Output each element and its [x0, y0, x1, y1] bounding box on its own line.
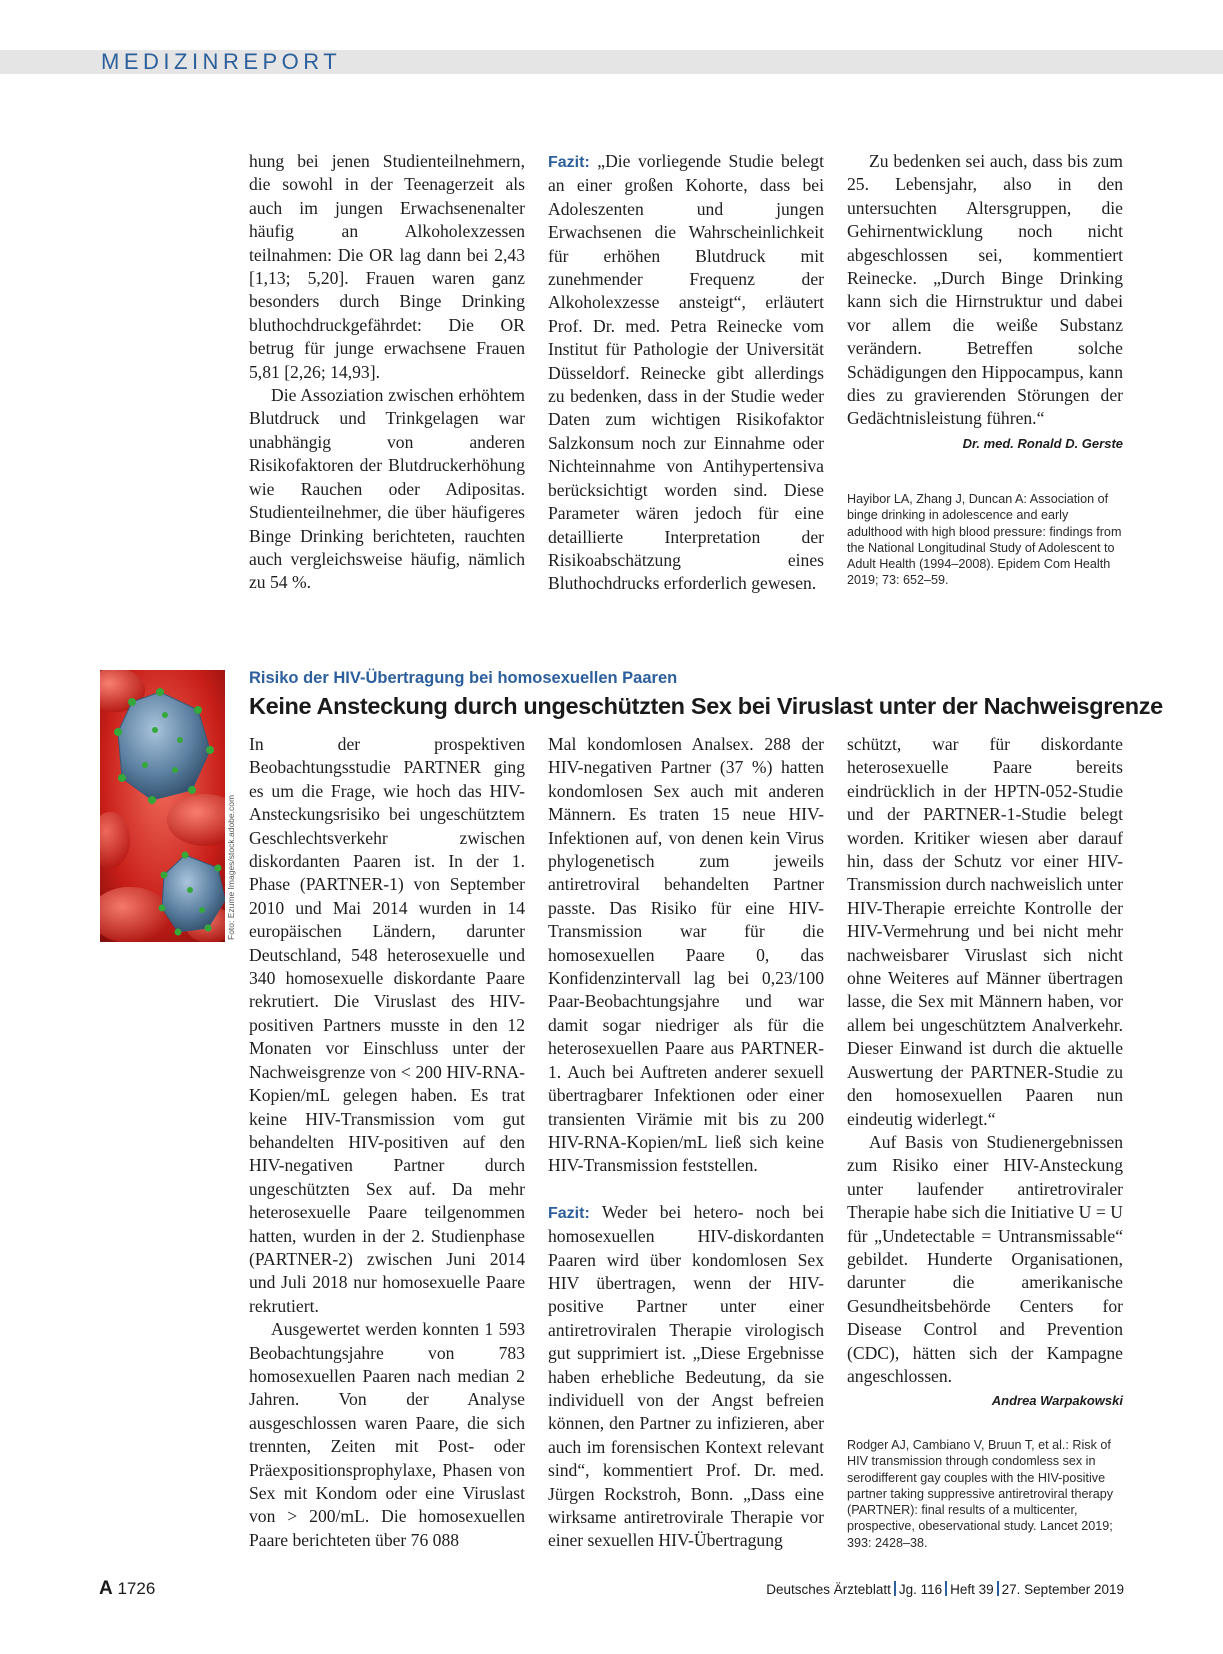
section-label: MEDIZINREPORT — [101, 49, 342, 74]
article2-author-line — [847, 1388, 1123, 1412]
page-number — [99, 1578, 155, 1600]
article2-kicker: Risiko der HIV-Übertragung bei homosexuellen Paaren — [249, 669, 678, 687]
article1-column-2 — [548, 150, 824, 596]
footer-separator — [894, 1581, 896, 1596]
fazit-text: „Die vorliegende Studie belegt an einer großen Kohorte, dass bei Adoleszenten und jungen Erwachsenen die Wahrscheinlichkeit für erhöhen Blutdruck mit zunehmender Frequenz der Alkoholexzesse ansteigt“, erläutert Prof. Dr. med. Petra Reinecke vom Institut für Pathologie der Universität Düsseldorf. Reinecke gibt allerdings zu bedenken, dass in der Studie weder Daten zum wichtigen Risikofaktor Salzkonsum noch zur Einnahme oder Nichteinnahme von Antihypertensiva berücksichtigt worden sind. Diese Parameter wären jedoch für eine detaillierte Interpretation der Risikoabschätzung eines Bluthochdrucks erforderlich gewesen. — [548, 151, 824, 594]
fazit-label: Fazit: — [548, 1204, 590, 1222]
article1-fazit-paragraph — [548, 150, 824, 596]
article1-author-line — [847, 431, 1123, 455]
article2-fazit-paragraph — [548, 1201, 824, 1553]
article1-column-3 — [847, 150, 1123, 455]
article2-reference: Rodger AJ, Cambiano V, Bruun T, et al.: Risk of HIV transmission through condomless sex in serodifferent gay couples with the HIV-positive partner taking suppressive antiretroviral therapy (PARTNER): final results of a multicenter, prospective, obeservational study. Lancet 2019; 393: 2428–38. — [847, 1438, 1113, 1550]
fazit-text: Weder bei hetero- noch bei homosexuellen HIV-diskordanten Paaren wird über kondomlosen Sex HIV übertragen, wenn der HIV-positive Partner unter einer antiretroviralen Therapie virologisch gut supprimiert ist. „Diese Ergebnisse haben erhebliche Bedeutung, da sie individuell von der Angst befreien können, den Partner zu infizieren, aber auch im forensischen Kontext relevant sind“, kommentiert Prof. Dr. med. Jürgen Rockstroh, Bonn. „Dass eine wirksame antiretrovirale Therapie vor einer sexuellen HIV-Übertragung — [548, 1201, 824, 1551]
journal-name: Deutsches Ärzteblatt — [766, 1582, 891, 1597]
journal-issue: Heft 39 — [950, 1582, 994, 1597]
journal-footer — [766, 1581, 1124, 1597]
journal-volume: Jg. 116 — [898, 1582, 943, 1597]
article2-column-2 — [548, 733, 824, 1553]
article2-paragraph: Ausgewertet werden konnten 1 593 Beobachtungsjahre von 783 homosexuellen Paaren nach median 2 Jahren. Von der Analyse ausgeschlossen waren Paare, die sich trennten, Zeiten mit Post- oder Präexpositionsprophylaxe, Phasen von Sex mit Kondom oder eine Viruslast von > 200/mL. Die homosexuellen Paare berichteten über 76 088 — [249, 1319, 525, 1550]
article2-column-3 — [847, 733, 1123, 1413]
article2-column-1 — [249, 733, 525, 1552]
footer-separator — [997, 1581, 999, 1596]
article1-column-1 — [249, 150, 525, 595]
fazit-label: Fazit: — [548, 154, 590, 171]
article2-paragraph: Auf Basis von Studienergebnissen zum Risiko einer HIV-Ansteckung unter laufender antiretroviraler Therapie habe sich die Initiative U = U für „Undetectable = Untransmissable“ gebildet. Hunderte Organisationen, darunter die amerikanische Gesundheitsbehörde Centers for Disease Control and Prevention (CDC), hätten sich der Kampagne angeschlossen. — [847, 1131, 1123, 1386]
page-number-value: 1726 — [117, 1579, 156, 1598]
article1-reference: Hayibor LA, Zhang J, Duncan A: Association of binge drinking in adolescence and early adulthood with high blood pressure: findings from the National Longitudinal Study of Adolescent to Adult Health (1994–2008). Epidem Com Health 2019; 73: 652–59. — [847, 492, 1122, 588]
article1-paragraph: Zu bedenken sei auch, dass bis zum 25. Lebensjahr, also in den untersuchten Altersgruppen, die Gehirnentwicklung noch nicht abgeschlossen sei, kommentiert Reinecke. „Durch Binge Drinking kann sich die Hirnstruktur und dabei vor allem die weiße Substanz verändern. Betreffen solche Schädigungen den Hippocampus, kann dies zu gravierenden Störungen der Gedächtnisleistung führen.“ — [847, 151, 1123, 429]
hiv-virus-illustration — [100, 670, 225, 942]
article2-headline: Keine Ansteckung durch ungeschützten Sex bei Viruslast unter der Nachweisgrenze — [249, 693, 1163, 719]
article2-paragraph: In der prospektiven Beobachtungsstudie PARTNER ging es um die Frage, wie hoch das HIV-Ansteckungsrisiko bei ungeschütztem Geschlechtsverkehr zwischen diskordanten Paaren ist. In der 1. Phase (PARTNER-1) von September 2010 und Mai 2014 wurden in 14 europäischen Ländern, darunter Deutschland, 548 heterosexuelle und 340 homosexuelle diskordante Paare rekrutiert. Die Viruslast des HIV-positiven Partners musste in den 12 Monaten vor Einschluss unter der Nachweisgrenze von < 200 HIV-RNA-Kopien/mL gelegen haben. Es trat keine HIV-Transmission vom gut behandelten HIV-positiven auf den HIV-negativen Partner durch ungeschützten Sex auf. Da mehr heterosexuelle Paare teilgenommen hatten, wurden in der 2. Studienphase (PARTNER-2) zwischen Juni 2014 und Juli 2018 nur homosexuelle Paare rekrutiert. — [249, 734, 525, 1316]
article1-paragraph: Die Assoziation zwischen erhöhtem Blutdruck und Trinkgelagen war unabhängig von anderen Risikofaktoren der Blutdruckerhöhung wie Rauchen oder Adipositas. Studienteilnehmer, die über häufigeres Binge Drinking berichteten, rauchten auch vergleichsweise häufig, nämlich zu 54 %. — [249, 385, 525, 593]
journal-date: 27. September 2019 — [1001, 1582, 1124, 1597]
article1-author: Dr. med. Ronald D. Gerste — [962, 435, 1123, 451]
article1-paragraph: hung bei jenen Studienteilnehmern, die sowohl in der Teenagerzeit als auch im jungen Erwachsenenalter häufig an Alkoholexzessen teilnahmen: Die OR lag dann bei 2,43 [1,13; 5,20]. Frauen waren ganz besonders durch Binge Drinking bluthochdruckgefährdet: Die OR betrug für junge erwachsene Frauen 5,81 [2,26; 14,93]. — [249, 151, 525, 382]
footer-separator — [945, 1581, 947, 1596]
hiv-virus-photo — [100, 670, 225, 942]
page-prefix: A — [99, 1578, 113, 1599]
article2-author: Andrea Warpakowski — [991, 1393, 1123, 1409]
article2-paragraph: Mal kondomlosen Analsex. 288 der HIV-negativen Partner (37 %) hatten kondomlosen Sex auch mit anderen Männern. Es traten 15 neue HIV-Infektionen auf, von denen kein Virus phylogenetisch zum jeweils antiretroviral behandelten Partner passte. Das Risiko für eine HIV-Transmission war für die homosexuellen Paare 0, das Konfidenzintervall lag bei 0,23/100 Paar-Beobachtungsjahre und war damit sogar niedriger als für die heterosexuellen Paare aus PARTNER-1. Auch bei Auftreten anderer sexuell übertragbarer Infektionen oder einer transienten Virämie mit bis zu 200 HIV-RNA-Kopien/mL ließ sich keine HIV-Transmission feststellen. — [548, 734, 824, 1176]
photo-credit: Foto: Ezume Images/stock.adobe.com — [226, 794, 236, 940]
article2-paragraph: schützt, war für diskordante heterosexuelle Paare bereits eindrücklich in der HPTN-052-Studie und der PARTNER-1-Studie belegt worden. Kritiker wiesen aber darauf hin, dass der Schutz vor einer HIV-Transmission durch nachweislich unter HIV-Therapie erreichte Kontrolle der HIV-Vermehrung und bei nicht mehr nachweisbarer Viruslast sich nicht ohne Weiteres auf Männer übertragen lasse, die Sex mit Männern haben, vor allem bei ungeschütztem Analverkehr. Dieser Einwand ist durch die aktuelle Auswertung der PARTNER-Studie zu den homosexuellen Paaren nun eindeutig widerlegt.“ — [847, 734, 1123, 1129]
